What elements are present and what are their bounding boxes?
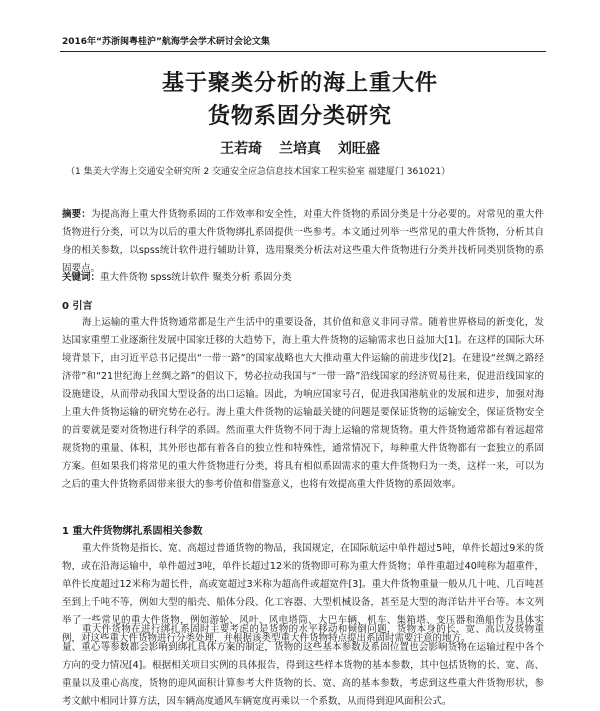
keywords-text: 重大件货物 spss统计软件 聚类分析 系固分类 xyxy=(100,272,292,283)
abstract-text: 为提高海上重大件货物系固的工作效率和安全性，对重大件货物的系固分类是十分必要的。对常见的重大件货物进行分类，可以为以后的重大件货物绑扎系固提供一些参考。本文通过列举一些常见的重大件货物，分析其自身的相关参数，以spss统计软件进行辅助计算，选用聚类分析法对这些重大件货物进行分类并找析同类别货物的系固要点。 xyxy=(62,209,544,274)
running-header: 2016年“苏浙闽粤桂沪”航海学会学术研讨会论文集 xyxy=(62,37,270,47)
affiliation: （1 集美大学海上交通安全研究所 2 交通安全应急信息技术国家工程实验室 福建厦门 361021） xyxy=(66,167,451,177)
abstract-label: 摘要： xyxy=(62,209,91,220)
authors: 王若琦 兰培真 刘旺盛 xyxy=(220,141,380,157)
header-rule xyxy=(60,51,546,52)
intro-paragraph: 海上运输的重大件货物通常都是生产生活中的重要设备，其价值和意义非同寻常。随着世界格局的新变化，发达国家重塑工业逐渐往发展中国家迁移的大趋势下，海上重大件货物的运输需求也日益加大[1]。在这样的国际大环境背景下，由习近平总书记提出“一带一路”的国家战略也大大推动重大件运输的前进步伐[2]。在建设“丝绸之路经济带”和“21世纪海上丝绸之路”的倡议下，势必拉动我国与“一带一路”沿线国家的经济贸易往来，促进沿线国家的设施建设，从而带动我国大型设备的出口运输。因此，为响应国家号召，促进我国港航业的发展和进步，加强对海上重大件货物运输的研究势在必行。海上重大件货物的运输最关键的问题是要保证货物的运输安全，保证货物安全的首要就是要对货物进行科学的系固。然而重大件货物不同于海上运输的常规货物。重大件货物通常都有着远超常规货物的重量、体积，其外形也都有着各自的独立性和特殊性，通常情况下，每种重大件货物都有一套独立的系固方案。但如果我们将常见的重大件货物进行分类，将具有相似系固需求的重大件货物归为一类，这样一来，可以为之后的重大件货物系固带来很大的参考价值和借鉴意义，也将有效提高重大件货物的系固效率。 xyxy=(62,317,544,490)
abstract xyxy=(62,206,544,278)
section-heading-1: 1 重大件货物绑扎系固相关参数 xyxy=(62,526,203,537)
section-1-paragraph-1: 重大件货物是指长、宽、高超过普通货物的物品，我国规定，在国际航运中单件超过5吨，单件长超过9米的货物，或在沿海运输中，单件超过3吨，单件长超过12米的货物即可称为重大件货物；单件重超过40吨称为超重件，单件长度超过12米称为超长件，高或宽超过3米称为超高件或超宽件[3]。重大件货物重量一般从几十吨、几百吨甚至到上千吨不等，例如大型的船壳、船体分段、化工容器、大型机械设备，甚至是大型的海洋钻井平台等。本文列举了一些常见的重大件货物，例如游轮、风叶、风电塔筒、大巴车辆、机车、集箱塔、变压器和渔船作为具体实例，对这些重大件货物进行分类处理，并根据该类型重大件货物特点提出系固时需要注意的地方。 xyxy=(62,543,544,644)
title-line-2: 货物系固分类研究 xyxy=(207,104,392,129)
keywords xyxy=(62,269,544,287)
title-line-1: 基于聚类分析的海上重大件 xyxy=(161,71,438,96)
keywords-label: 关键词： xyxy=(62,272,101,283)
section-1-paragraph-2: 重大件货物在进行绑扎系固时主要考虑的是货物的水平移动和倾倒问题，货物本身的长、宽、高以及货物重量、重心等参数都会影响到绑扎具体方案的制定，货物的这些基本参数及系固位置也会影响货物在运输过程中各个方向的受力情况[4]。根据相关项目实例的具体报告，得到这些样本货物的基本参数，其中包括货物的长、宽、高、重量以及重心高度，货物的迎风面积计算参考大件货物的长、宽、高的基本参数，考虑到这些重大件货物形状，参考文献中相同计算方法，因车辆高度通风车辆宽度再乘以一个系数，从而得到迎风面积公式。 xyxy=(62,624,544,707)
section-heading-intro: 0 引言 xyxy=(62,301,93,312)
